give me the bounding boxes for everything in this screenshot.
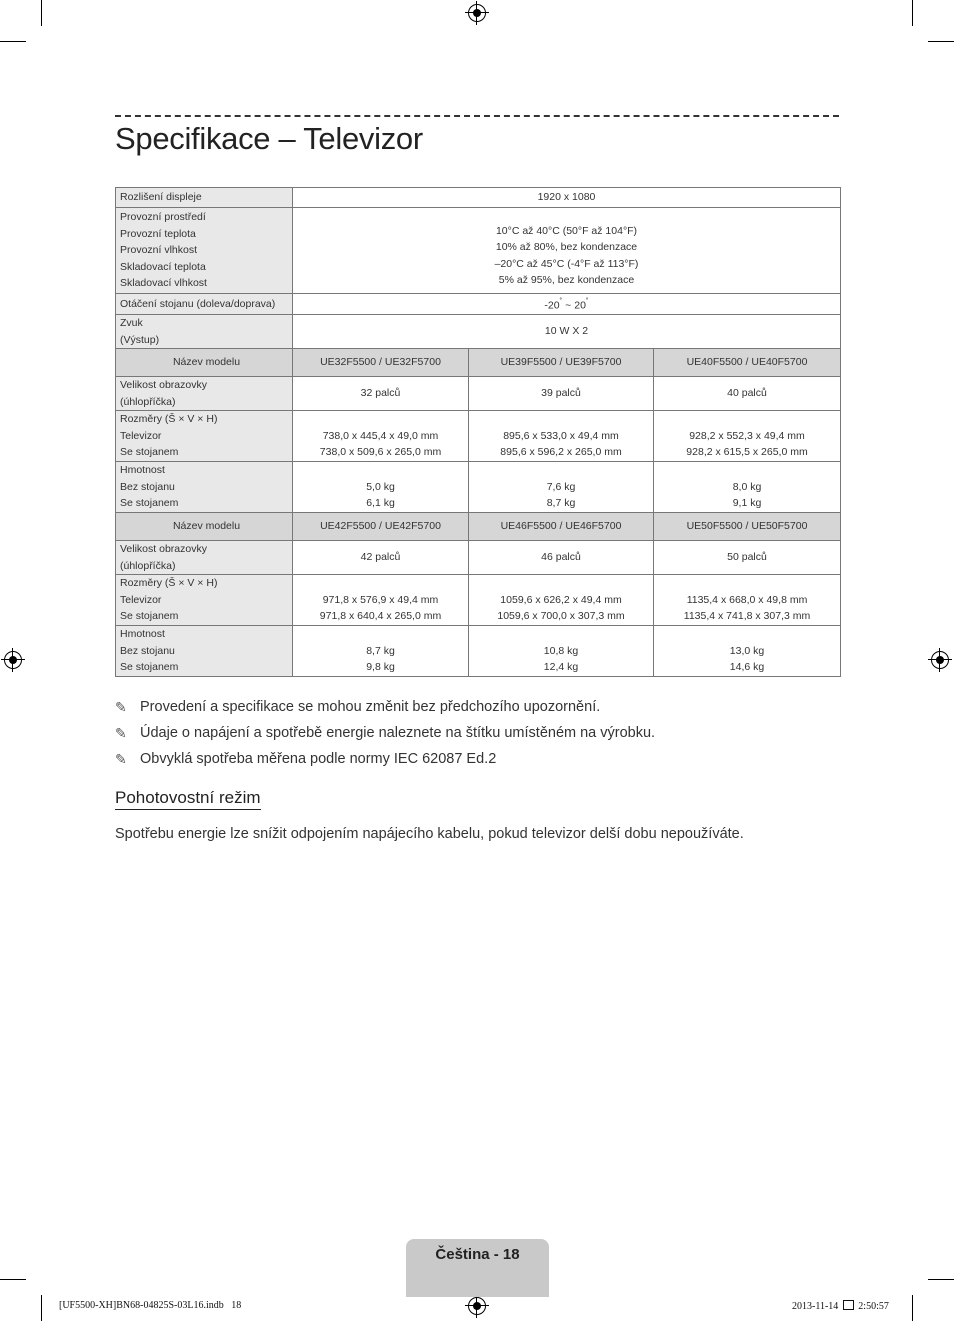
row-label: Hmotnost Bez stojanu Se stojanem [116, 626, 293, 677]
crop-mark [912, 0, 913, 26]
footer-timestamp: 2013-11-14 2:50:57 [792, 1301, 889, 1312]
model-name: UE46F5500 / UE46F5700 [469, 513, 654, 541]
model-label: Název modelu [116, 349, 293, 377]
page-number: Čeština - 18 [435, 1246, 520, 1263]
crop-mark [0, 41, 26, 42]
section-heading: Pohotovostní režim [115, 788, 261, 810]
calendar-icon [843, 1300, 854, 1310]
cell-value: 8,7 kg 9,8 kg [293, 626, 469, 677]
note-item [115, 746, 655, 772]
row-label: Provozní prostředí Provozní teplota Provozní vlhkost Skladovací teplota Skladovací vlhkost [116, 208, 293, 294]
cell-value: 895,6 x 533,0 x 49,4 mm 895,6 x 596,2 x 265,0 mm [469, 411, 654, 462]
cell-value: 39 palců [469, 377, 654, 411]
table-row [116, 208, 841, 294]
crop-mark [928, 41, 954, 42]
crop-mark [0, 1279, 26, 1280]
cell-value: 50 palců [654, 541, 841, 575]
registration-mark-icon [4, 651, 22, 669]
cell-value: 10,8 kg 12,4 kg [469, 626, 654, 677]
cell-value: 42 palců [293, 541, 469, 575]
table-row [116, 294, 841, 315]
table-row [116, 626, 841, 677]
note-text: Provedení a specifikace se mohou změnit bez předchozího upozornění. [140, 699, 601, 715]
cell-value: 738,0 x 445,4 x 49,0 mm 738,0 x 509,6 x 265,0 mm [293, 411, 469, 462]
crop-mark [41, 0, 42, 26]
crop-mark [912, 1295, 913, 1321]
note-text: Obvyklá spotřeba měřena podle normy IEC 62087 Ed.2 [140, 751, 497, 767]
table-row [116, 377, 841, 411]
table-row [116, 411, 841, 462]
page-title: Specifikace – Televizor [115, 121, 423, 156]
model-header-row [116, 513, 841, 541]
crop-mark [928, 1279, 954, 1280]
row-value: 1920 x 1080 [293, 188, 841, 208]
row-value: 10°C až 40°C (50°F až 104°F) 10% až 80%, bez kondenzace –20°C až 45°C (-4°F až 113°F) 5% až 95%, bez kondenzace [293, 208, 841, 294]
cell-value: 7,6 kg 8,7 kg [469, 462, 654, 513]
row-label: Hmotnost Bez stojanu Se stojanem [116, 462, 293, 513]
row-label: Zvuk (Výstup) [116, 315, 293, 349]
table-row [116, 541, 841, 575]
row-label: Rozměry (Š × V × H) Televizor Se stojanem [116, 411, 293, 462]
model-label: Název modelu [116, 513, 293, 541]
table-row [116, 575, 841, 626]
pencil-icon: ✎ [115, 699, 127, 715]
row-label: Rozlišení displeje [116, 188, 293, 208]
cell-value: 1135,4 x 668,0 x 49,8 mm 1135,4 x 741,8 x 307,3 mm [654, 575, 841, 626]
cell-value: 40 palců [654, 377, 841, 411]
section-paragraph: Spotřebu energie lze snížit odpojením napájecího kabelu, pokud televizor delší dobu nepoužíváte. [115, 826, 744, 842]
cell-value: 971,8 x 576,9 x 49,4 mm 971,8 x 640,4 x 265,0 mm [293, 575, 469, 626]
table-row [116, 188, 841, 208]
model-name: UE39F5500 / UE39F5700 [469, 349, 654, 377]
pencil-icon: ✎ [115, 751, 127, 767]
pencil-icon: ✎ [115, 725, 127, 741]
note-item [115, 694, 655, 720]
model-name: UE50F5500 / UE50F5700 [654, 513, 841, 541]
crop-mark [41, 1295, 42, 1321]
row-label: Velikost obrazovky (úhlopříčka) [116, 377, 293, 411]
cell-value: 1059,6 x 626,2 x 49,4 mm 1059,6 x 700,0 x 307,3 mm [469, 575, 654, 626]
table-row [116, 462, 841, 513]
footer-file: [UF5500-XH]BN68-04825S-03L16.indb 18 [59, 1300, 242, 1311]
note-item [115, 720, 655, 746]
row-label: Velikost obrazovky (úhlopříčka) [116, 541, 293, 575]
cell-value: 13,0 kg 14,6 kg [654, 626, 841, 677]
title-rule [115, 115, 839, 117]
note-text: Údaje o napájení a spotřebě energie naleznete na štítku umístěném na výrobku. [140, 725, 656, 741]
row-value: -20˚ ~ 20˚ [293, 294, 841, 315]
registration-mark-icon [931, 651, 949, 669]
cell-value: 8,0 kg 9,1 kg [654, 462, 841, 513]
notes-list [115, 694, 655, 772]
row-value: 10 W X 2 [293, 315, 841, 349]
cell-value: 46 palců [469, 541, 654, 575]
row-label: Rozměry (Š × V × H) Televizor Se stojanem [116, 575, 293, 626]
cell-value: 928,2 x 552,3 x 49,4 mm 928,2 x 615,5 x 265,0 mm [654, 411, 841, 462]
table-row [116, 315, 841, 349]
row-label: Otáčení stojanu (doleva/doprava) [116, 294, 293, 315]
model-name: UE42F5500 / UE42F5700 [293, 513, 469, 541]
spec-table [115, 187, 841, 677]
registration-mark-icon [468, 4, 486, 22]
cell-value: 5,0 kg 6,1 kg [293, 462, 469, 513]
model-name: UE40F5500 / UE40F5700 [654, 349, 841, 377]
cell-value: 32 palců [293, 377, 469, 411]
model-header-row [116, 349, 841, 377]
model-name: UE32F5500 / UE32F5700 [293, 349, 469, 377]
registration-mark-icon [468, 1297, 486, 1315]
